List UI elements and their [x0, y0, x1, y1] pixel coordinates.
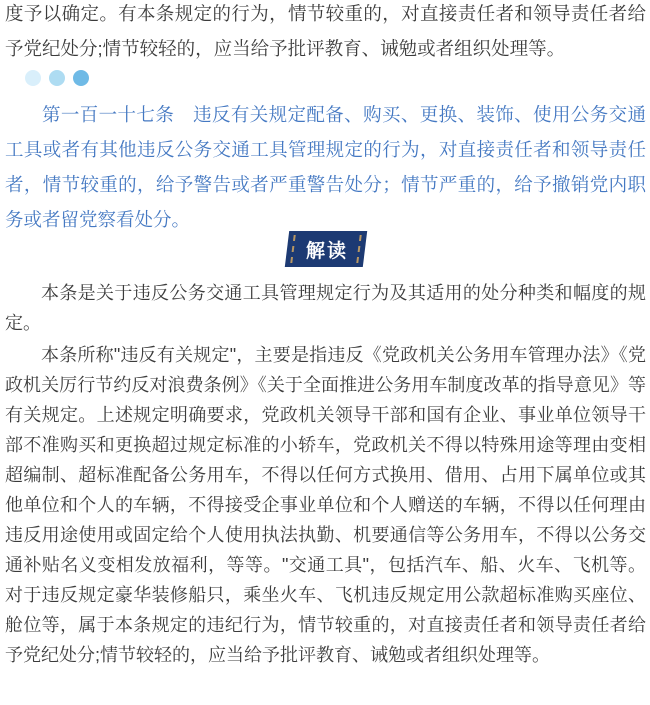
interpretation-ribbon-badge: [284, 231, 366, 267]
interpretation-badge-label: 解读: [305, 240, 348, 262]
article-clause-paragraph: 第一百一十七条 违反有关规定配备、购买、更换、装饰、使用公务交通工具或者有其他违反公务交通工具管理规定的行为，对直接责任者和领导责任者，情节较重的，给予警告或者严重警告处分；情节严重的，给予撤销党内职务或者留党察看处分。: [5, 104, 646, 230]
divider-dot: [49, 70, 65, 86]
interpretation-paragraph-2: 本条所称"违反有关规定"，主要是指违反《党政机关公务用车管理办法》《党政机关厉行节约反对浪费条例》《关于全面推进公务用车制度改革的指导意见》等有关规定。上述规定明确要求，党政机关领导干部和国有企业、事业单位领导干部不准购买和更换超过规定标准的小轿车，党政机关不得以特殊用途等理由变相超编制、超标准配备公务用车，不得以任何方式换用、借用、占用下属单位或其他单位和个人的车辆，不得接受企事业单位和个人赠送的车辆，不得以任何理由违反用途使用或固定给个人使用执法执勤、机要通信等公务用车，不得以公务交通补贴名义变相发放福利，等等。"交通工具"，包括汽车、船、火车、飞机等。对于违反规定豪华装修船只，乘坐火车、飞机违反规定用公款超标准购买座位、舱位等，属于本条规定的违纪行为，情节较重的，对直接责任者和领导责任者给予党纪处分;情节较轻的，应当给予批评教育、诫勉或者组织处理等。: [5, 345, 646, 665]
section-divider-dots: [25, 68, 646, 88]
interpretation-paragraph-1: 本条是关于违反公务交通工具管理规定行为及其适用的处分种类和幅度的规定。: [5, 283, 646, 333]
divider-dot: [25, 70, 41, 86]
intro-continuation-paragraph: 度予以确定。有本条规定的行为，情节较重的，对直接责任者和领导责任者给予党纪处分;情节较轻的，应当给予批评教育、诫勉或者组织处理等。: [5, 3, 646, 59]
divider-dot: [73, 70, 89, 86]
